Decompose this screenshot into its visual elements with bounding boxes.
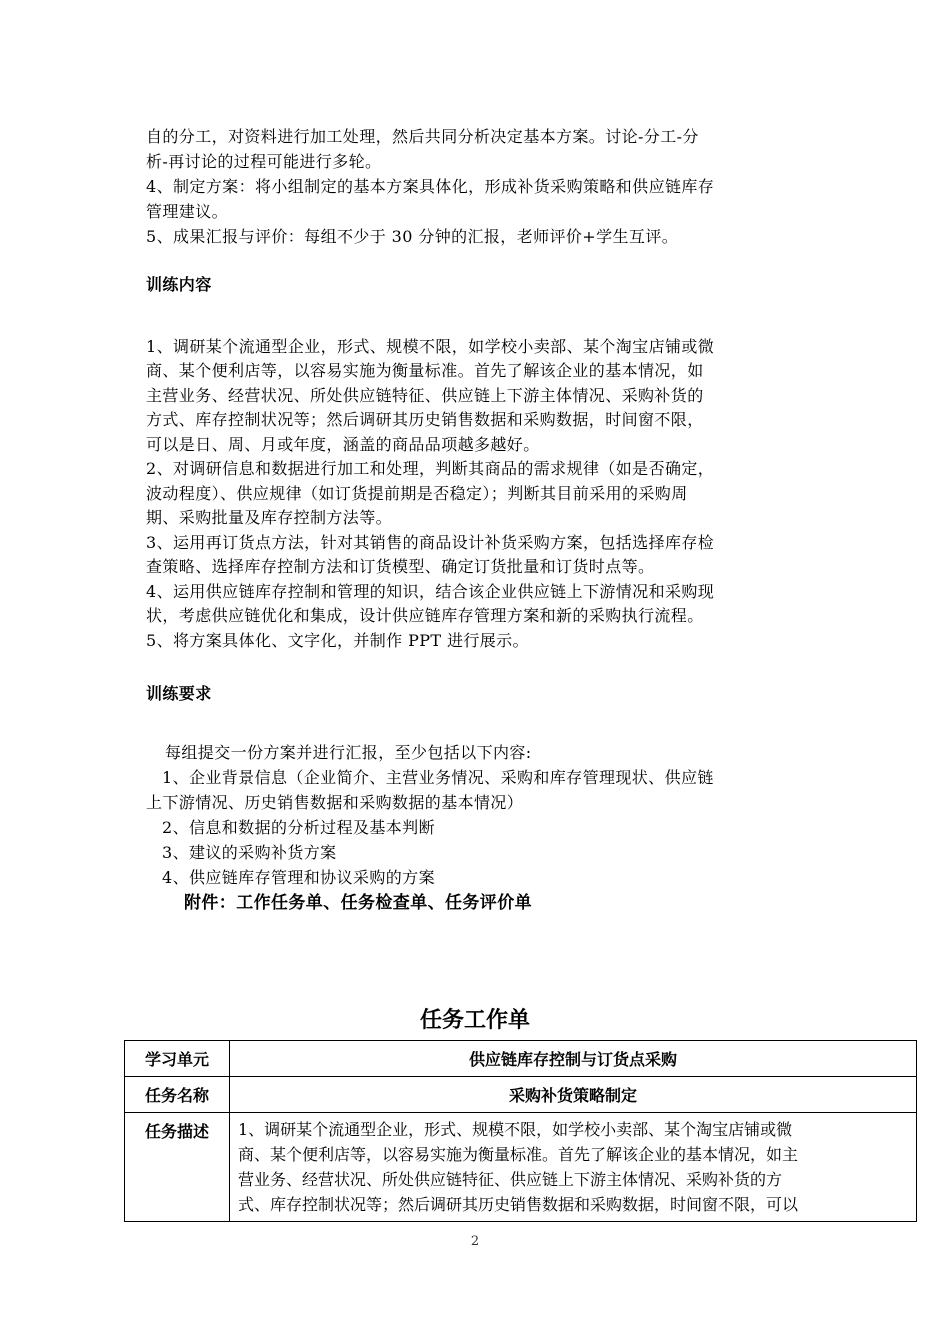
- content-line: 状，考虑供应链优化和集成，设计供应链库存管理方案和新的采购执行流程。: [146, 606, 704, 625]
- description-line: 营业务、经营状况、所处供应链特征、供应链上下游主体情况、采购补货的方: [238, 1170, 783, 1189]
- requirement-line: 每组提交一份方案并进行汇报，至少包括以下内容:: [165, 743, 532, 762]
- content-line: 4、运用供应链库存控制和管理的知识，结合该企业供应链上下游情况和采购现: [146, 582, 715, 601]
- page-number: 2: [470, 1234, 480, 1249]
- requirement-line: 4、供应链库存管理和协议采购的方案: [162, 868, 435, 887]
- attachment-note: 附件：工作任务单、任务检查单、任务评价单: [184, 893, 532, 913]
- intro-line: 管理建议。: [146, 202, 229, 221]
- requirement-line: 2、信息和数据的分析过程及基本判断: [162, 818, 435, 837]
- task-sheet-title: 任务工作单: [419, 1008, 530, 1033]
- content-line: 1、调研某个流通型企业，形式、规模不限，如学校小卖部、某个淘宝店铺或微: [146, 337, 715, 356]
- content-line: 期、采购批量及库存控制方法等。: [146, 508, 393, 527]
- description-line: 商、某个便利店等，以容易实施为衡量标准。首先了解该企业的基本情况，如主: [238, 1145, 799, 1164]
- section-heading-requirements: 训练要求: [146, 684, 212, 703]
- section-heading-content: 训练内容: [146, 275, 212, 294]
- task-sheet-table: [124, 1040, 917, 1222]
- requirement-line: 上下游情况、历史销售数据和采购数据的基本情况）: [146, 793, 524, 812]
- requirement-line: 3、建议的采购补货方案: [162, 843, 337, 862]
- row-value: 采购补货策略制定: [230, 1077, 917, 1113]
- requirement-line: 1、企业背景信息（企业简介、主营业务情况、采购和库存管理现状、供应链: [162, 768, 714, 787]
- content-line: 5、将方案具体化、文字化，并制作 PPT 进行展示。: [146, 631, 529, 650]
- content-line: 波动程度）、供应规律（如订货提前期是否稳定）；判断其目前采用的采购周: [146, 484, 688, 503]
- intro-line: 5、成果汇报与评价：每组不少于 30 分钟的汇报，老师评价+学生互评。: [146, 227, 679, 246]
- row-label: 任务名称: [125, 1077, 230, 1113]
- intro-line: 自的分工，对资料进行加工处理，然后共同分析决定基本方案。讨论-分工-分: [146, 127, 699, 146]
- table-row: [125, 1041, 917, 1077]
- intro-line: 析-再讨论的过程可能进行多轮。: [146, 152, 382, 171]
- content-line: 方式、库存控制状况等；然后调研其历史销售数据和采购数据，时间窗不限，: [146, 410, 704, 429]
- row-label: 学习单元: [125, 1041, 230, 1077]
- content-line: 2、对调研信息和数据进行加工和处理，判断其商品的需求规律（如是否确定，: [146, 459, 715, 478]
- content-line: 可以是日、周、月或年度，涵盖的商品品项越多越好。: [146, 435, 540, 454]
- description-line: 式、库存控制状况等；然后调研其历史销售数据和采购数据，时间窗不限，可以: [238, 1195, 799, 1214]
- row-label: 任务描述: [125, 1113, 230, 1222]
- intro-line: 4、制定方案：将小组制定的基本方案具体化，形成补货采购策略和供应链库存: [146, 177, 715, 196]
- task-description: [230, 1113, 917, 1222]
- content-line: 查策略、选择库存控制方法和订货模型、确定订货批量和订货时点等。: [146, 557, 655, 576]
- content-line: 主营业务、经营状况、所处供应链特征、供应链上下游主体情况、采购补货的: [146, 386, 704, 405]
- description-line: 1、调研某个流通型企业，形式、规模不限，如学校小卖部、某个淘宝店铺或微: [238, 1120, 793, 1139]
- table-row: [125, 1113, 917, 1222]
- row-value: 供应链库存控制与订货点采购: [230, 1041, 917, 1077]
- content-line: 商、某个便利店等，以容易实施为衡量标准。首先了解该企业的基本情况，如: [146, 361, 704, 380]
- content-line: 3、运用再订货点方法，针对其销售的商品设计补货采购方案，包括选择库存检: [146, 533, 715, 552]
- table-row: [125, 1077, 917, 1113]
